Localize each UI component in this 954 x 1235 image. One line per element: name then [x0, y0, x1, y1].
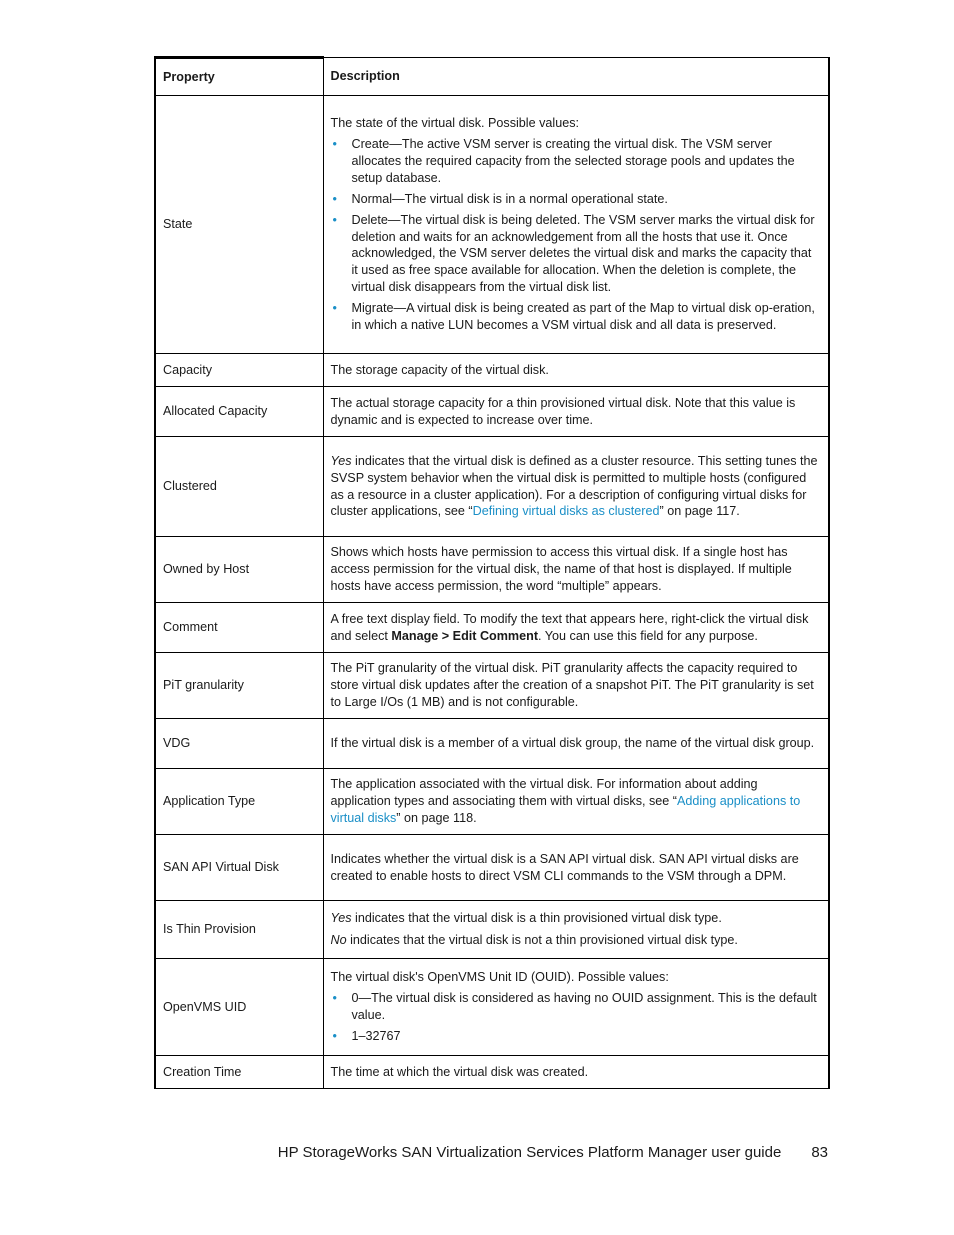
- property-cell: OpenVMS UID: [155, 959, 323, 1056]
- table-row: [155, 769, 829, 835]
- list-item: • 0—The virtual disk is considered as having no OUID assignment. This is the default value.: [331, 990, 822, 1024]
- property-cell: Clustered: [155, 437, 323, 537]
- page-footer: [0, 1143, 828, 1163]
- menu-path: Manage > Edit Comment: [391, 628, 539, 643]
- table-row: [155, 835, 829, 901]
- emphasis-no: No: [330, 933, 347, 947]
- property-cell: Application Type: [155, 769, 323, 835]
- description-text-after: ” on page 117.: [659, 504, 740, 519]
- list-item: • 1–32767: [331, 1028, 822, 1045]
- header-property: Property: [155, 58, 323, 96]
- table-row: [155, 1056, 829, 1089]
- description-intro: The state of the virtual disk. Possible values:: [330, 116, 579, 131]
- description-yes: [331, 910, 822, 927]
- description-text: The application associated with the virtual disk. For information about adding application types and associating them with virtual disks, see “: [330, 777, 758, 809]
- cross-reference-link[interactable]: Defining virtual disks as clustered: [472, 504, 660, 519]
- property-cell: VDG: [155, 719, 323, 769]
- list-item: • Delete—The virtual disk is being deleted. The VSM server marks the virtual disk for deletion and waits for an acknowledgement from all the hosts that use it. Once acknowledged, the VSM server deletes the virtual disk and marks the capacity that it used as free space available for allocation. When the deletion is complete, the virtual disk disappears from the virtual disk list.: [331, 212, 822, 297]
- list-item: • Normal—The virtual disk is in a normal operational state.: [331, 191, 822, 208]
- values-list: [331, 990, 822, 1045]
- header-description: Description: [323, 58, 829, 96]
- table-row: [155, 537, 829, 603]
- description-text-after: . You can use this field for any purpose.: [538, 628, 758, 643]
- property-cell: PiT granularity: [155, 653, 323, 719]
- description-cell: [323, 959, 829, 1056]
- property-cell: Owned by Host: [155, 537, 323, 603]
- description-cell: [323, 437, 829, 537]
- description-text-after: ” on page 118.: [396, 810, 477, 825]
- description-cell: Indicates whether the virtual disk is a SAN API virtual disk. SAN API virtual disks are created to enable hosts to direct VSM CLI commands to the VSM through a DPM.: [323, 835, 829, 901]
- footer-title: HP StorageWorks SAN Virtualization Services Platform Manager user guide: [277, 1144, 782, 1161]
- property-cell: Allocated Capacity: [155, 387, 323, 437]
- emphasis-yes: Yes: [330, 911, 352, 926]
- table-row: [155, 959, 829, 1056]
- property-cell: Creation Time: [155, 1056, 323, 1089]
- values-list: [331, 136, 822, 334]
- property-table: [154, 56, 830, 1089]
- description-text: indicates that the virtual disk is not a thin provisioned virtual disk type.: [346, 933, 738, 947]
- property-cell: Capacity: [155, 354, 323, 387]
- description-no: [331, 932, 822, 949]
- cross-reference-link[interactable]: Adding applications to virtual disks: [330, 794, 801, 825]
- description-cell: [323, 96, 829, 354]
- property-cell: Is Thin Provision: [155, 901, 323, 959]
- description-text: A free text display field. To modify the text that appears here, right-click the virtual disk and select: [330, 611, 809, 643]
- table-row: [155, 901, 829, 959]
- table-row: [155, 603, 829, 653]
- table-header-row: [155, 58, 829, 96]
- description-cell: If the virtual disk is a member of a virtual disk group, the name of the virtual disk group.: [323, 719, 829, 769]
- description-intro: The virtual disk's OpenVMS Unit ID (OUID). Possible values:: [330, 970, 669, 985]
- list-item: • Migrate—A virtual disk is being created as part of the Map to virtual disk op-eration, in which a native LUN becomes a VSM virtual disk and all data is preserved.: [331, 300, 822, 334]
- table-row: [155, 719, 829, 769]
- page-number: 83: [811, 1144, 828, 1161]
- table-row: [155, 96, 829, 354]
- property-cell: SAN API Virtual Disk: [155, 835, 323, 901]
- description-cell: The storage capacity of the virtual disk.: [323, 354, 829, 387]
- description-text: indicates that the virtual disk is defined as a cluster resource. This setting tunes the SVSP system behavior when the virtual disk is permitted to multiple hosts (configured as a resource in a cluster application). For a description of configuring virtual disks for cluster applications, see “: [330, 453, 818, 519]
- description-cell: [323, 901, 829, 959]
- table-row: [155, 387, 829, 437]
- description-cell: The time at which the virtual disk was created.: [323, 1056, 829, 1089]
- description-cell: [323, 769, 829, 835]
- description-cell: The actual storage capacity for a thin provisioned virtual disk. Note that this value is dynamic and is expected to increase over time.: [323, 387, 829, 437]
- property-cell: Comment: [155, 603, 323, 653]
- description-cell: Shows which hosts have permission to access this virtual disk. If a single host has access permission for the virtual disk, the name of that host is displayed. If multiple hosts have access permission, the word “multiple” appears.: [323, 537, 829, 603]
- table-row: [155, 653, 829, 719]
- table-row: [155, 354, 829, 387]
- table-row: [155, 437, 829, 537]
- emphasis-yes: Yes: [330, 453, 352, 468]
- list-item: • Create—The active VSM server is creating the virtual disk. The VSM server allocates the required capacity from the selected storage pools and updates the setup database.: [331, 136, 822, 187]
- description-cell: The PiT granularity of the virtual disk. PiT granularity affects the capacity required to store virtual disk updates after the creation of a snapshot PiT. The PiT granularity is set to Large I/Os (1 MB) and is not configurable.: [323, 653, 829, 719]
- property-cell: State: [155, 96, 323, 354]
- description-text: indicates that the virtual disk is a thin provisioned virtual disk type.: [351, 911, 722, 926]
- description-cell: [323, 603, 829, 653]
